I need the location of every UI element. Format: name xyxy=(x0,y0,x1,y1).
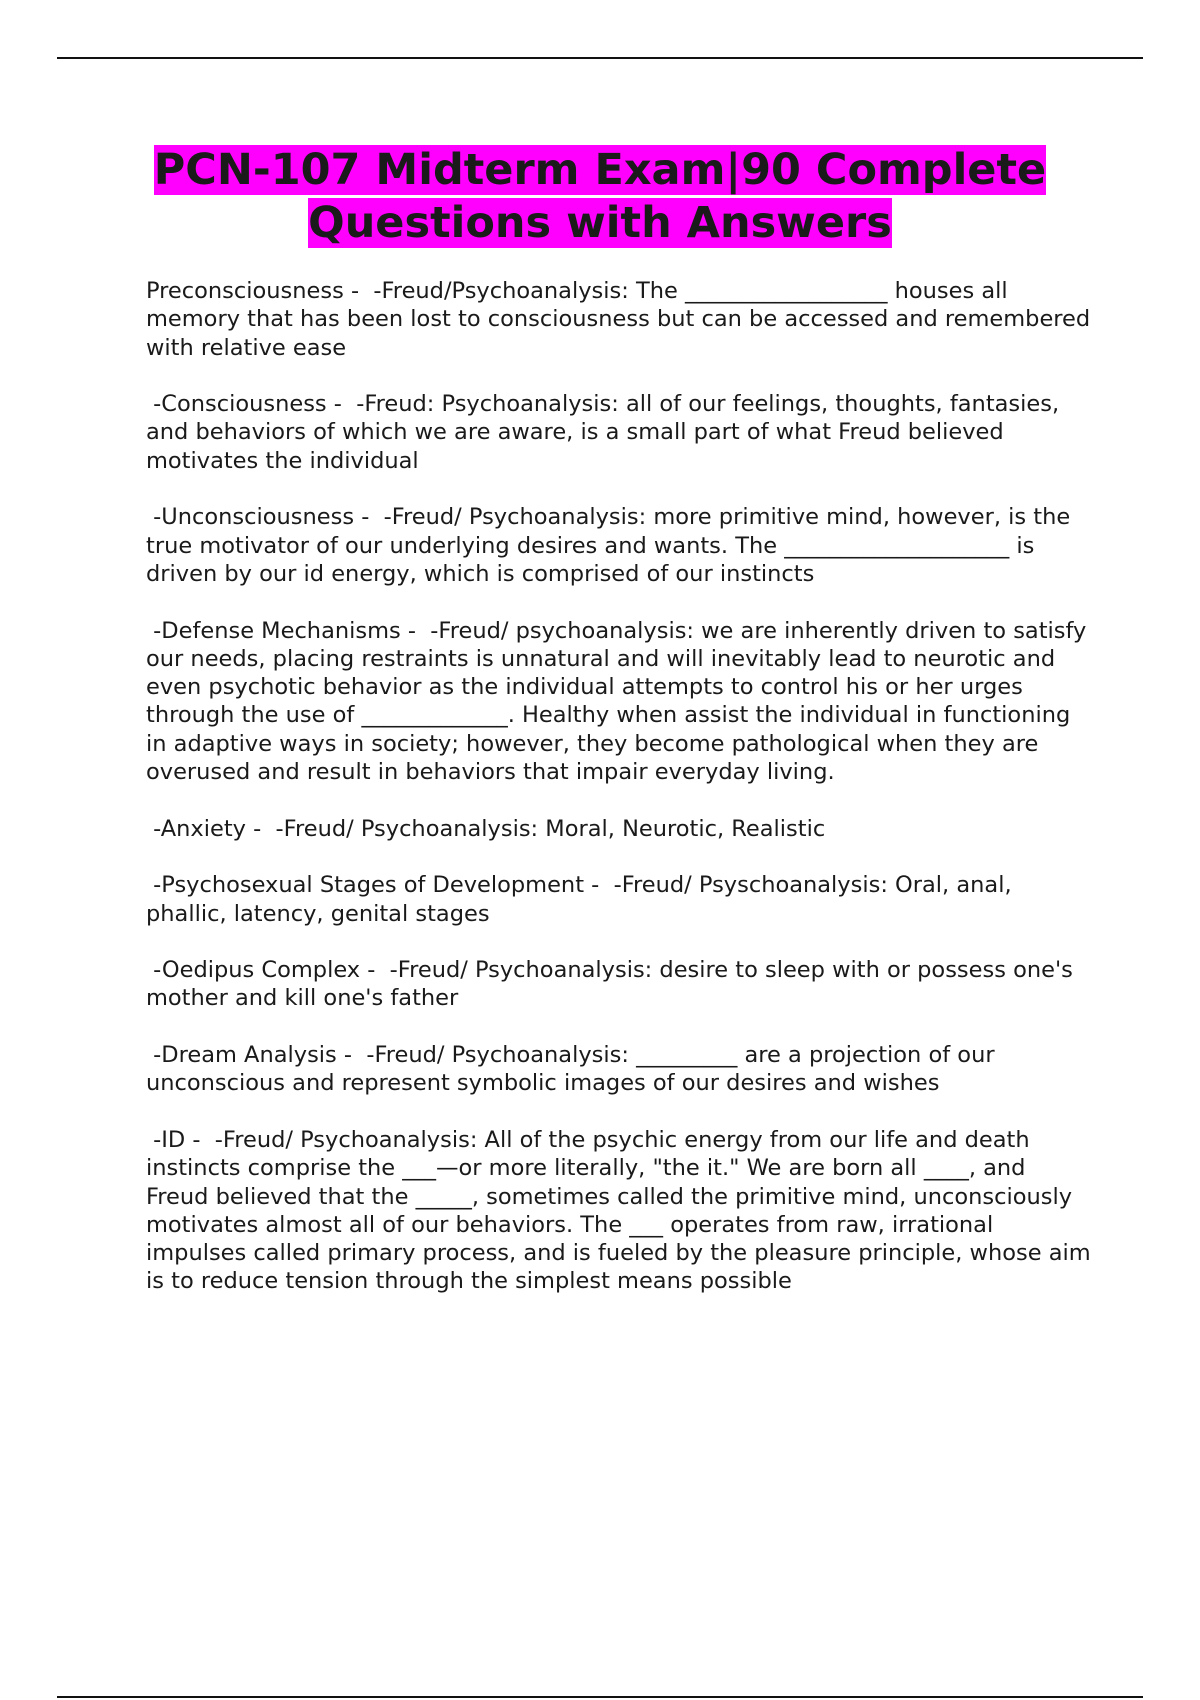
entry-id: -ID - -Freud/ Psychoanalysis: All of the psychic energy from our life and death instincts comprise the ___—or more literally, "the it." We are born all ____, and Freud believed that the _____, sometimes called the primitive mind, unconsciously motivates almost all of our behaviors. The ___ operates from raw, irrational impulses called primary process, and is fueled by the pleasure principle, whose aim is to reduce tension through the simplest means possible xyxy=(146,1126,1098,1295)
entry-oedipus-complex: -Oedipus Complex - -Freud/ Psychoanalysis: desire to sleep with or possess one's mother and kill one's father xyxy=(146,957,1081,1012)
header-rule xyxy=(57,57,1143,59)
entry-dream-analysis: -Dream Analysis - -Freud/ Psychoanalysis: _________ are a projection of our unconscious and represent symbolic images of our desires and wishes xyxy=(146,1042,1002,1097)
entry-anxiety: -Anxiety - -Freud/ Psychoanalysis: Moral, Neurotic, Realistic xyxy=(146,815,826,842)
entry-psychosexual-stages: -Psychosexual Stages of Development - -Freud/ Psyschoanalysis: Oral, anal, phallic, latency, genital stages xyxy=(146,872,1019,927)
entry-defense-mechanisms: -Defense Mechanisms - -Freud/ psychoanalysis: we are inherently driven to satisfy our needs, placing restraints is unnatural and will inevitably lead to neurotic and even psychotic behavior as the individual attempts to control his or her urges through the use of _____________. Healthy when assist the individual in functioning in adaptive ways in society; however, they become pathological when they are overused and result in behaviors that impair everyday living. xyxy=(146,617,1094,786)
document-body xyxy=(146,277,1098,1324)
entry-consciousness: -Consciousness - -Freud: Psychoanalysis: all of our feelings, thoughts, fantasies, and behaviors of which we are aware, is a small part of what Freud believed motivates the individual xyxy=(146,391,1067,474)
document-title: PCN-107 Midterm Exam|90 Complete Questions with Answers xyxy=(153,145,1047,248)
entry-preconsciousness: Preconsciousness - -Freud/Psychoanalysis: The __________________ houses all memory that has been lost to consciousness but can be accessed and remembered with relative ease xyxy=(146,278,1098,361)
footer-rule xyxy=(57,1696,1143,1698)
entry-unconsciousness: -Unconsciousness - -Freud/ Psychoanalysis: more primitive mind, however, is the true motivator of our underlying desires and wants. The ____________________ is driven by our id energy, which is comprised of our instincts xyxy=(146,504,1078,587)
title-block xyxy=(100,144,1100,250)
